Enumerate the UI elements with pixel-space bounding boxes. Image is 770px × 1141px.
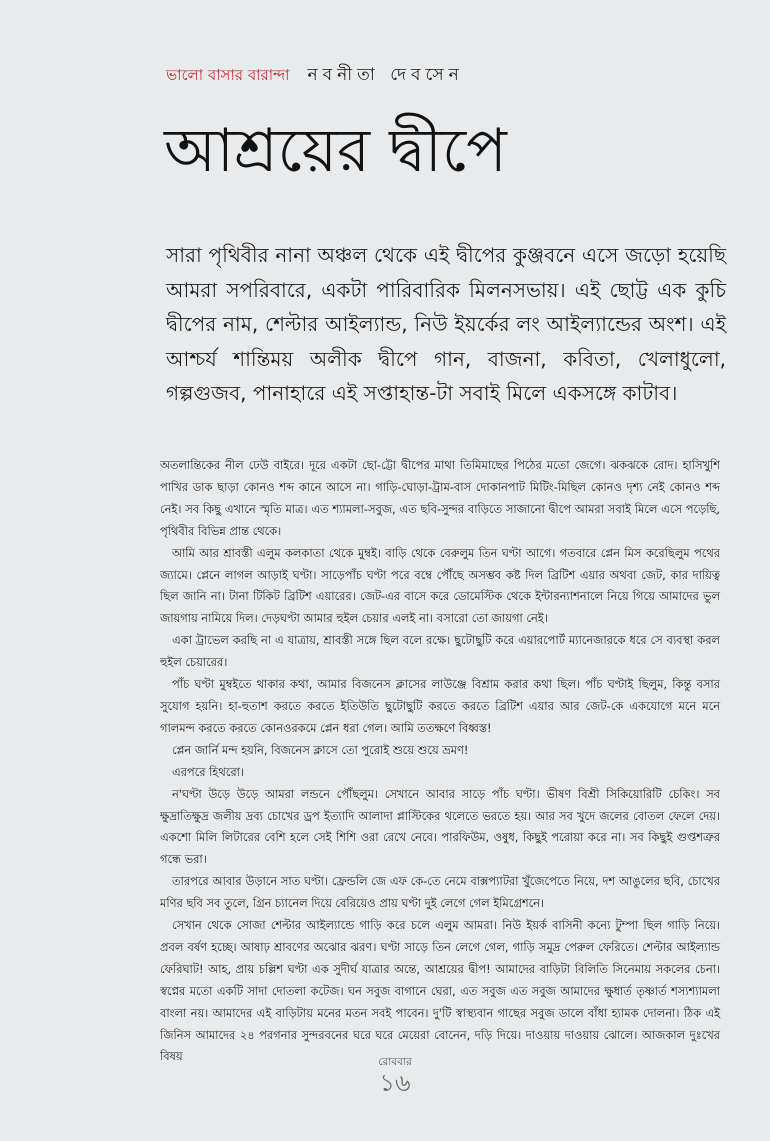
- article-intro: সারা পৃথিবীর নানা অঞ্চল থেকে এই দ্বীপের কুঞ্জবনে এসে জড়ো হয়েছি আমরা সপরিবারে, একটা পারিবারিক মিলনসভায়। এই ছোট্ট এক কুচি দ্বীপের নাম, শেল্টার আইল্যান্ড, নিউ ইয়র্কের লং আইল্যান্ডের অংশ। এই আশ্চর্য শান্তিময় অলীক দ্বীপে গান, বাজনা, কবিতা, খেলাধুলো, গল্পগুজব, পানাহারে এই সপ্তাহান্ত-টা সবাই মিলে একসঙ্গে কাটাব।: [166, 243, 726, 405]
- body-paragraph: আমি আর শ্রাবস্তী এলুম কলকাতা থেকে মুম্বই। বাড়ি থেকে বেরুলুম তিন ঘণ্টা আগে। গতবারে প্লেন মিস করেছিলুম পথের জ্যামে। প্লেনে লাগল আড়াই ঘণ্টা। সাড়েপাঁচ ঘণ্টা পরে বম্বে পৌঁছে অসম্ভব কষ্ট দিল ব্রিটিশ এয়ার অথবা জেট, কার দায়িত্ব ছিল জানি না। টানা টিকিট ব্রিটিশ এয়ারের। জেট-এর বাসে করে ডোমেস্টিক থেকে ইন্টারন্যাশনালে নিয়ে গিয়ে আমাদের ভুল জায়গায় নামিয়ে দিল। দেড়ঘণ্টা আমার হুইল চেয়ার এলই না। বসারো তো জায়গা নেই।: [160, 545, 720, 626]
- column-name: ভালো বাসার বারান্দা: [166, 66, 290, 84]
- body-paragraph: একা ট্রাভেল করছি না এ যাত্রায়, শ্রাবস্তী সঙ্গে ছিল বলে রক্ষে। ছুটোছুটি করে এয়ারপোর্ট ম্যানেজারকে ধরে সে ব্যবস্থা করল হুইল চেয়ারের।: [160, 633, 720, 670]
- body-paragraph: তারপরে আবার উড়ানে সাত ঘণ্টা। ফ্রেন্ডলি জে এফ কে-তে নেমে বাক্সপ্যাটরা খুঁজেপেতে নিয়ে, দশ আঙুলের ছবি, চোখের মণির ছবি সব তুলে, গ্রিন চ্যানেল দিয়ে বেরিয়েও প্রায় ঘণ্টা দুই লেগে গেল ইমিগ্রেশনে।: [160, 874, 720, 911]
- page-number: ১৬: [379, 1069, 411, 1097]
- body-paragraph: পাঁচ ঘণ্টা মুম্বইতে থাকার কথা, আমার বিজনেস ক্লাসের লাউঞ্জে বিশ্রাম করার কথা ছিল। পাঁচ ঘণ্টাই ছিলুম, কিন্তু বসার সুযোগ হয়নি। হা-হুতাশ করতে করতে ইতিউতি ছুটোছুটি করতে করতে ব্রিটিশ এয়ার আর জেট-কে একযোগে মনে মনে গালমন্দ করতে করতে কোনওরকমে প্লেন ধরা গেল। আমি ততক্ষণে বিধ্বস্ত!: [160, 677, 720, 735]
- body-paragraph: ন'ঘণ্টা উড়ে উড়ে আমরা লন্ডনে পৌঁছলুম। সেখানে আবার সাড়ে পাঁচ ঘণ্টা। ভীষণ বিশ্রী সিকিয়োরিটি চেকিং। সব ক্ষুদ্রাতিক্ষুদ্র জলীয় দ্রব্য চোখের ড্রপ ইত্যাদি আলাদা প্লাস্টিকের থলেতে ভরতে হয়। আর সব খুদে জলের বোতল ফেলে দেয়। একশো মিলি লিটারের বেশি হলে সেই শিশি ওরা রেখে নেবে। পারফিউম, ওষুধ, কিছুই পরোয়া করে না। সব কিছুই গুপ্তশত্রুর গন্ধে ভরা।: [160, 786, 720, 867]
- body-paragraph: প্লেন জার্নি মন্দ হয়নি, বিজনেস ক্লাসে তো পুরোই শুয়ে শুয়ে ভ্রমণ!: [172, 742, 469, 757]
- body-paragraph: সেখান থেকে সোজা শেল্টার আইল্যান্ডে গাড়ি করে চলে এলুম আমরা। নিউ ইয়র্ক বাসিনী কন্যে টুম্পা ছিল গাড়ি নিয়ে। প্রবল বর্ষণ হচ্ছে। আষাঢ় শ্রাবণের অঝোর ঝরণ। ঘণ্টা সাড়ে তিন লেগে গেল, গাড়ি সমুদ্র পেরুল ফেরিতে। শেল্টার আইল্যান্ড ফেরিঘাট! আহ, প্রায় চল্লিশ ঘণ্টা এক সুদীর্ঘ যাত্রার অন্তে, আশ্রয়ের দ্বীপ! আমাদের বাড়িটা বিলিতি সিনেমায় সকলের চেনা। স্বপ্নের মতো একটি সাদা দোতলা কটেজ। ঘন সবুজ বাগানে ঘেরা, এত সবুজ এত সবুজ আমাদের ক্ষুধার্ত তৃষ্ণার্ত শস্যশ্যামলা বাংলা নয়। আমাদের এই বাড়িটায় মনের মতন সবই পাবেন। দু'টি স্বাস্থ্যবান গাছের সবুজ ডালে বাঁধা হ্যামক দোলনা। ঠিক এই জিনিস আমাদের ২৪ পরগনার সুন্দরবনের ঘরে ঘরে মেয়েরা বোনেন, দড়ি দিয়ে। দাওয়ায় দাওয়ায় ঝোলে। আজকাল দুঃখের বিষয়: [160, 918, 720, 1064]
- weekday-label: রোববার: [378, 1056, 412, 1068]
- body-paragraph: এরপরে হিথরো।: [172, 764, 244, 779]
- author-name: নবনীতা দেবসেন: [307, 65, 464, 85]
- article-title: আশ্রয়ের দ্বীপে: [164, 116, 507, 186]
- body-paragraph: অতলান্তিকের নীল ঢেউ বাইরে। দূরে একটা ছো-ট্টো দ্বীপের মাথা তিমিমাছের পিঠের মতো জেগে। ঝকঝকে রোদ। হাসিখুশি পাখির ডাক ছাড়া কোনও শব্দ কানে আসে না। গাড়ি-ঘোড়া-ট্রাম-বাস দোকানপাট মিটিং-মিছিল কোনও দৃশ্য নেই কোনও শব্দ নেই। সব কিছু এখানে স্মৃতি মাত্র। এত শ্যামলা-সবুজ, এত ছবি-সুন্দর বাড়িতে সাজানো দ্বীপে আমরা সবাই মিলে এসে পড়েছি, পৃথিবীর বিভিন্ন প্রান্ত থেকে।: [160, 458, 720, 538]
- page-header: [166, 62, 464, 90]
- page-footer: [360, 1055, 430, 1097]
